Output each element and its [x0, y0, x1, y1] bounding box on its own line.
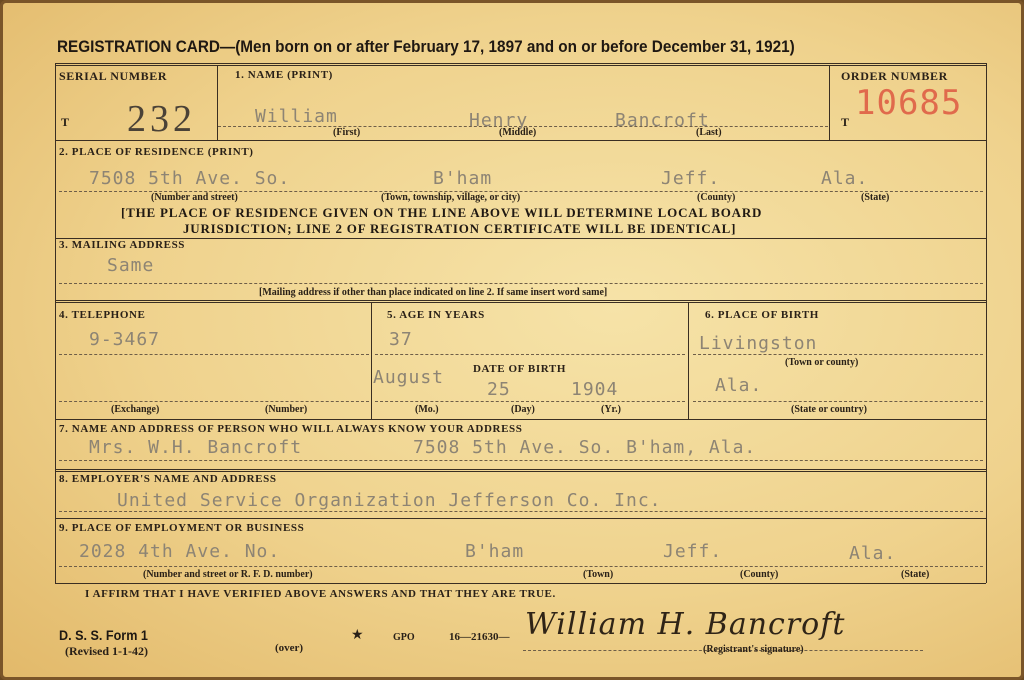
birthplace-state-value: Ala. [715, 375, 763, 396]
mailing-label: 3. MAILING ADDRESS [59, 239, 186, 251]
affirmation-statement: I AFFIRM THAT I HAVE VERIFIED ABOVE ANSWERS AND THAT THEY ARE TRUE. [85, 588, 556, 600]
employment-county-value: Jeff. [663, 541, 723, 562]
birthplace-line-2 [693, 401, 983, 402]
telephone-exchange-caption: (Exchange) [111, 404, 160, 415]
dob-day-value: 25 [487, 379, 511, 400]
mailing-value: Same [107, 255, 155, 276]
contact-name-value: Mrs. W.H. Bancroft [89, 437, 303, 458]
telephone-label: 4. TELEPHONE [59, 309, 146, 321]
residence-street-caption: (Number and street) [151, 192, 238, 203]
birthplace-town-value: Livingston [699, 333, 818, 354]
contact-label: 7. NAME AND ADDRESS OF PERSON WHO WILL ALWAYS KNOW YOUR ADDRESS [59, 423, 523, 435]
residence-town-value: B'ham [433, 168, 493, 189]
dob-month-caption: (Mo.) [415, 404, 439, 415]
order-divider [829, 65, 830, 140]
rule-after-contact [55, 469, 986, 472]
employment-line [59, 566, 983, 567]
registrant-signature: William H. Bancroft [525, 607, 846, 642]
contact-line [59, 460, 983, 461]
telephone-line-1 [59, 354, 369, 355]
dob-year-caption: (Yr.) [601, 404, 621, 415]
residence-street-value: 7508 5th Ave. So. [89, 168, 291, 189]
birthplace-line-1 [693, 354, 983, 355]
age-line [375, 354, 685, 355]
mailing-note: [Mailing address if other than place indicated on line 2. If same insert word same] [259, 287, 608, 298]
birthplace-state-caption: (State or country) [791, 404, 867, 415]
employment-county-caption: (County) [740, 569, 779, 580]
age-divider [688, 303, 689, 419]
gpo-number: 16—21630— [449, 631, 510, 643]
serial-label: SERIAL NUMBER [59, 69, 168, 83]
employment-town-value: B'ham [465, 541, 525, 562]
name-last-caption: (Last) [696, 127, 722, 138]
right-border [986, 63, 987, 583]
telephone-line-2 [59, 401, 369, 402]
residence-county-caption: (County) [697, 192, 736, 203]
form-revised: (Revised 1-1-42) [65, 644, 148, 658]
employment-state-caption: (State) [901, 569, 930, 580]
employment-town-caption: (Town) [583, 569, 614, 580]
telephone-number-caption: (Number) [265, 404, 308, 415]
employer-line [59, 511, 983, 512]
employer-label: 8. EMPLOYER'S NAME AND ADDRESS [59, 473, 277, 485]
birthplace-label: 6. PLACE OF BIRTH [705, 309, 819, 321]
telephone-value: 9-3467 [89, 329, 161, 350]
telephone-divider [371, 303, 372, 419]
residence-state-value: Ala. [821, 168, 869, 189]
name-middle-value: Henry [469, 110, 529, 131]
birthplace-town-caption: (Town or county) [785, 357, 859, 368]
employment-street-value: 2028 4th Ave. No. [79, 541, 281, 562]
residence-state-caption: (State) [861, 192, 890, 203]
dob-year-value: 1904 [571, 379, 619, 400]
name-label: 1. NAME (PRINT) [235, 69, 333, 81]
order-label: ORDER NUMBER [841, 69, 948, 83]
order-prefix: T [841, 115, 850, 129]
star-icon: ★ [351, 628, 364, 643]
gpo-label: GPO [393, 632, 415, 643]
mailing-line [59, 283, 983, 284]
serial-number-value: 232 [127, 98, 196, 140]
name-middle-caption: (Middle) [499, 127, 537, 138]
serial-prefix: T [61, 115, 70, 129]
employment-label: 9. PLACE OF EMPLOYMENT OR BUSINESS [59, 522, 305, 534]
dob-day-caption: (Day) [511, 404, 535, 415]
rule-after-employment [55, 583, 986, 584]
dob-month-value: August [373, 367, 445, 388]
rule-after-mailing [55, 300, 986, 303]
name-first-value: William [255, 106, 338, 127]
serial-divider [217, 65, 218, 140]
over-note: (over) [275, 642, 304, 654]
employment-state-value: Ala. [849, 543, 897, 564]
dob-line [375, 401, 685, 402]
residence-label: 2. PLACE OF RESIDENCE (PRINT) [59, 146, 254, 158]
name-last-value: Bancroft [615, 110, 710, 131]
signature-caption: (Registrant's signature) [703, 644, 804, 655]
left-border [55, 63, 56, 583]
jurisdiction-note-line-2: JURISDICTION; LINE 2 OF REGISTRATION CERTIFICATE WILL BE IDENTICAL] [183, 221, 737, 236]
rule-after-row4 [55, 419, 986, 420]
rule-top [55, 63, 986, 66]
form-id: D. S. S. Form 1 [59, 627, 148, 643]
card-title: REGISTRATION CARD—(Men born on or after February 17, 1897 and on or before December 31, 1921) [57, 37, 795, 56]
employment-street-caption: (Number and street or R. F. D. number) [143, 569, 313, 580]
contact-address-value: 7508 5th Ave. So. B'ham, Ala. [413, 437, 757, 458]
rule-after-residence [55, 238, 986, 239]
residence-town-caption: (Town, township, village, or city) [381, 192, 521, 203]
employer-value: United Service Organization Jefferson Co. Inc. [117, 490, 662, 511]
rule-after-employer [55, 518, 986, 519]
order-number-value: 10685 [855, 83, 963, 123]
jurisdiction-note-line-1: [THE PLACE OF RESIDENCE GIVEN ON THE LINE ABOVE WILL DETERMINE LOCAL BOARD [121, 205, 763, 220]
name-first-caption: (First) [333, 127, 361, 138]
age-value: 37 [389, 329, 413, 350]
age-label: 5. AGE IN YEARS [387, 309, 485, 321]
dob-label: DATE OF BIRTH [473, 363, 566, 375]
residence-county-value: Jeff. [661, 168, 721, 189]
